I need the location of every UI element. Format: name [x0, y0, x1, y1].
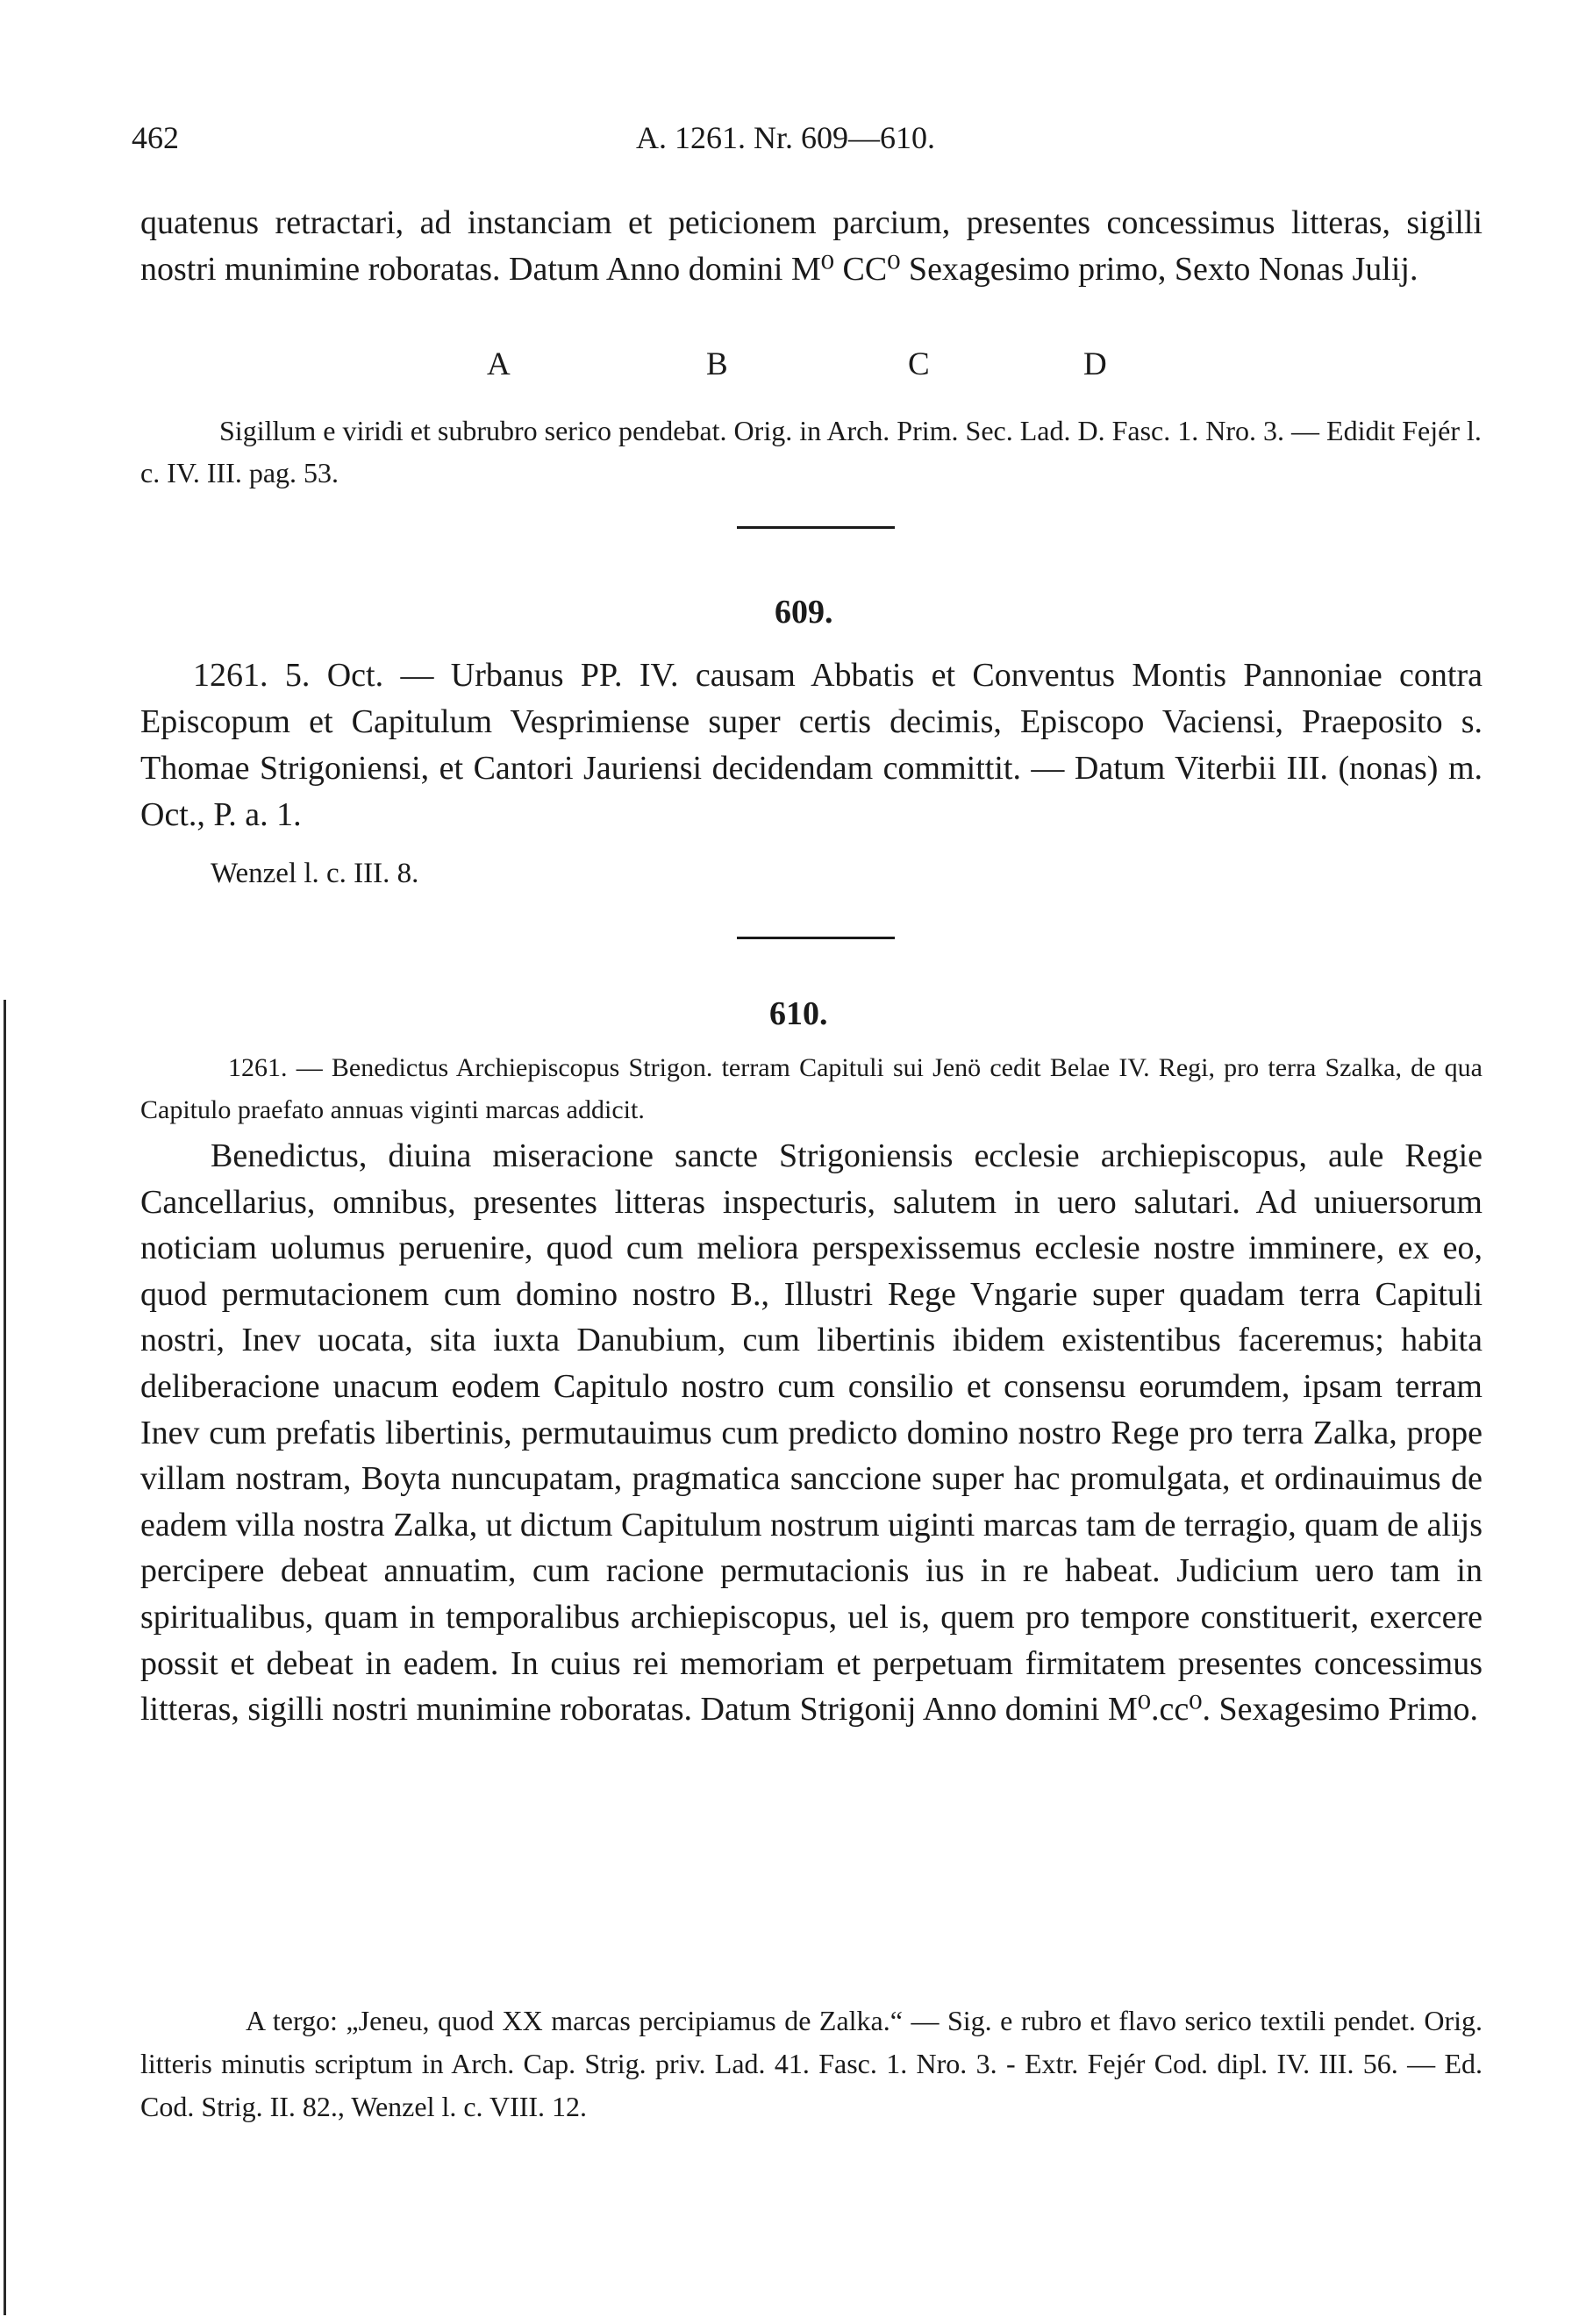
charter-text-610: Benedictus, diuina miseracione sancte Strigoniensis ecclesie archiepiscopus, aule Regie Cancellarius, omnibus, presentes litteras inspecturis, salutem in uero salutari. Ad uniuersorum noticiam uolumus peruenire, quod cum meliora perspexissemus ecclesie nostre imminere, ex eo, quod permutacionem cum domino nostro B., Illustri Rege Vngarie super quadam terra Capituli nostri, Inev uocata, sita iuxta Danubium, cum libertinis ibidem existentibus faceremus; habita deliberacione unacum eodem Capitulo nostro cum consilio et consensu eorumdem, ipsam terram Inev cum prefatis libertinis, permutauimus cum predicto domino nostro Rege pro terra Zalka, prope villam nostram, Boyta nuncupatam, pragmatica sanccione super hac promulgata, et ordinauimus de eadem villa nostra Zalka, ut dictum Capitulum nostrum uiginti marcas tam de terragio, quam de alijs percipere debeat annuatim, cum racione permutacionis ius in re habeat. Judicium uero tam in spiritualibus, quam in temporalibus archiepiscopus, uel is, quem pro tempore constituerit, exercere possit et debeat in eadem. In cuius rei memoriam et perpetuam firmitatem presentes concessimus litteras, sigilli nostri munimine roboratas. Datum Strigonij Anno domini M⁰.cc⁰. Sexagesimo Primo.	[140, 1137, 1483, 1729]
running-head: A. 1261. Nr. 609—610.	[636, 120, 935, 155]
section-divider	[737, 937, 895, 939]
chirograph-letters	[0, 346, 1579, 389]
chirograph-letter-a: A	[487, 346, 511, 382]
document-number-609: 609.	[775, 594, 833, 631]
document-number-610: 610.	[769, 995, 828, 1032]
section-divider	[737, 526, 895, 529]
scan-edge-line	[4, 1000, 6, 2315]
chirograph-letter-c: C	[908, 346, 930, 382]
summary-609: 1261. 5. Oct. — Urbanus PP. IV. causam Abbatis et Conventus Montis Pannoniae contra Episcopum et Capitulum Vesprimiense super certis decimis, Episcopo Vaciensi, Praeposito s. Thomae Strigoniensi, et Cantori Jauriensi decidendam committit. — Datum Viterbii III. (nonas) m. Oct., P. a. 1.	[140, 657, 1483, 833]
page-header	[132, 119, 1447, 163]
page-number: 462	[132, 120, 179, 155]
chirograph-letter-d: D	[1083, 346, 1107, 382]
intro-paragraph: quatenus retractari, ad instanciam et peticionem parcium, presentes concessimus litteras, sigilli nostri munimine roboratas. Datum Anno domini M⁰ CC⁰ Sexagesimo primo, Sexto Nonas Julij.	[140, 204, 1483, 288]
chirograph-letter-b: B	[706, 346, 728, 382]
source-609: Wenzel l. c. III. 8.	[211, 858, 419, 889]
a-tergo-note: A tergo: „Jeneu, quod XX marcas percipiamus de Zalka.“ — Sig. e rubro et flavo serico textili pendet. Orig. litteris minutis scriptum in Arch. Cap. Strig. priv. Lad. 41. Fasc. 1. Nro. 3. - Extr. Fejér Cod. dipl. IV. III. 56. — Ed. Cod. Strig. II. 82., Wenzel l. c. VIII. 12.	[140, 2005, 1483, 2122]
summary-610: 1261. — Benedictus Archiepiscopus Strigon. terram Capituli sui Jenö cedit Belae IV. Regi, pro terra Szalka, de qua Capitulo praefato annuas viginti marcas addicit.	[140, 1053, 1483, 1124]
intro-source-note: Sigillum e viridi et subrubro serico pendebat. Orig. in Arch. Prim. Sec. Lad. D. Fasc. 1. Nro. 3. — Edidit Fejér l. c. IV. III. pag. 53.	[140, 415, 1482, 488]
